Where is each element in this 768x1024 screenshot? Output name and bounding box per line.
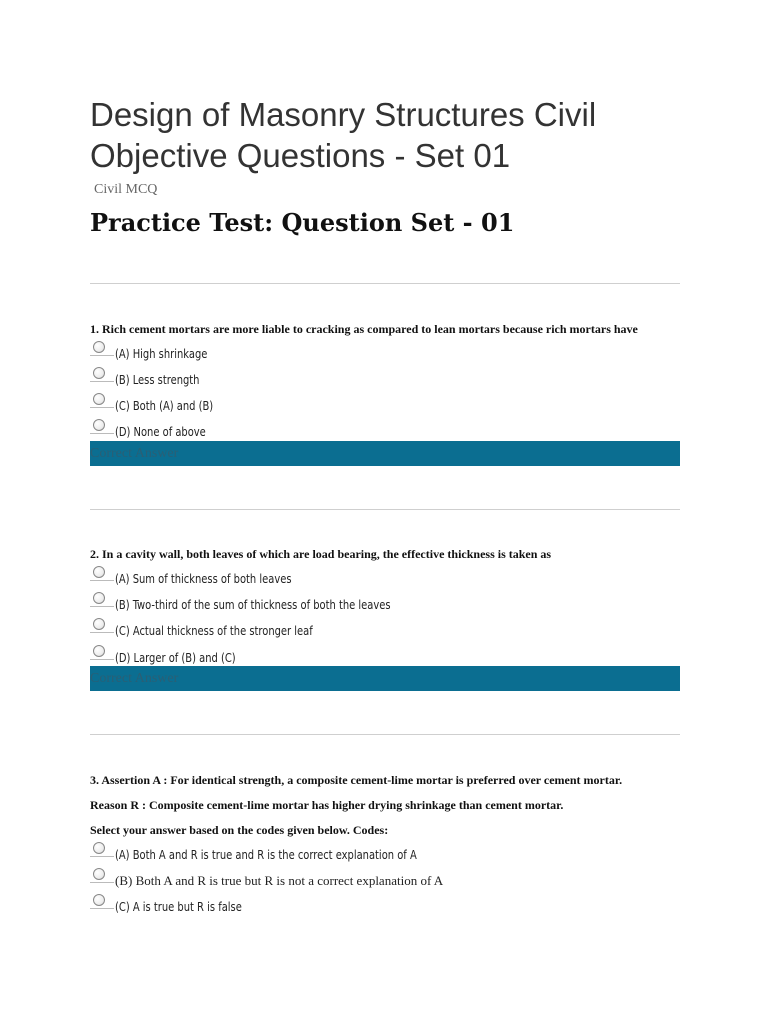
- option-label: (D) None of above: [115, 425, 206, 439]
- question-2-option-c[interactable]: [90, 618, 680, 642]
- radio-button-icon[interactable]: [93, 419, 105, 431]
- option-label: (B) Two-third of the sum of thickness of both the leaves: [115, 598, 391, 612]
- divider: [90, 734, 680, 735]
- question-3-text: 3. Assertion A : For identical strength, a composite cement-lime mortar is preferred over cement mortar.: [90, 773, 623, 787]
- divider: [90, 283, 680, 284]
- question-3-reason: Reason R : Composite cement-lime mortar has higher drying shrinkage than cement mortar.: [90, 798, 564, 812]
- option-label: (A) High shrinkage: [115, 347, 208, 361]
- radio-button-icon[interactable]: [93, 393, 105, 405]
- category-link[interactable]: Civil MCQ: [94, 182, 158, 197]
- radio-button-icon[interactable]: [93, 868, 105, 880]
- option-label: (C) A is true but R is false: [115, 900, 242, 914]
- radio-button-icon[interactable]: [93, 367, 105, 379]
- correct-answer-button[interactable]: Correct Answer: [90, 441, 680, 466]
- radio-button-icon[interactable]: [93, 894, 105, 906]
- correct-answer-button[interactable]: Correct Answer: [90, 666, 680, 691]
- radio-button-icon[interactable]: [93, 842, 105, 854]
- radio-button-icon[interactable]: [93, 566, 105, 578]
- question-2-text: 2. In a cavity wall, both leaves of which are load bearing, the effective thickness is taken as: [90, 547, 552, 561]
- question-1-option-b[interactable]: [90, 367, 680, 391]
- option-label: (A) Sum of thickness of both leaves: [115, 572, 292, 586]
- question-3-option-c[interactable]: [90, 894, 680, 918]
- question-1-option-d[interactable]: [90, 419, 680, 443]
- option-label: (B) Less strength: [115, 373, 200, 387]
- radio-button-icon[interactable]: [93, 645, 105, 657]
- question-2-option-a[interactable]: [90, 566, 680, 590]
- radio-button-icon[interactable]: [93, 592, 105, 604]
- question-3-option-a[interactable]: [90, 842, 680, 866]
- divider: [90, 509, 680, 510]
- radio-button-icon[interactable]: [93, 341, 105, 353]
- question-3-instruction: Select your answer based on the codes given below. Codes:: [90, 823, 389, 837]
- radio-button-icon[interactable]: [93, 618, 105, 630]
- option-label: (D) Larger of (B) and (C): [115, 651, 236, 665]
- option-label: (B) Both A and R is true but R is not a correct explanation of A: [115, 873, 444, 888]
- question-2-option-b[interactable]: [90, 592, 680, 616]
- option-label: (C) Both (A) and (B): [115, 399, 214, 413]
- question-3-option-b[interactable]: [90, 868, 680, 892]
- question-1-text: 1. Rich cement mortars are more liable to cracking as compared to lean mortars because rich mortars have: [90, 322, 638, 336]
- option-label: (A) Both A and R is true and R is the correct explanation of A: [115, 848, 417, 862]
- section-title: Practice Test: Question Set - 01: [90, 208, 515, 237]
- option-label: (C) Actual thickness of the stronger leaf: [115, 624, 313, 638]
- page-title: Design of Masonry Structures Civil Objective Questions - Set 01: [90, 96, 597, 174]
- question-1-option-c[interactable]: [90, 393, 680, 417]
- question-1-option-a[interactable]: [90, 341, 680, 365]
